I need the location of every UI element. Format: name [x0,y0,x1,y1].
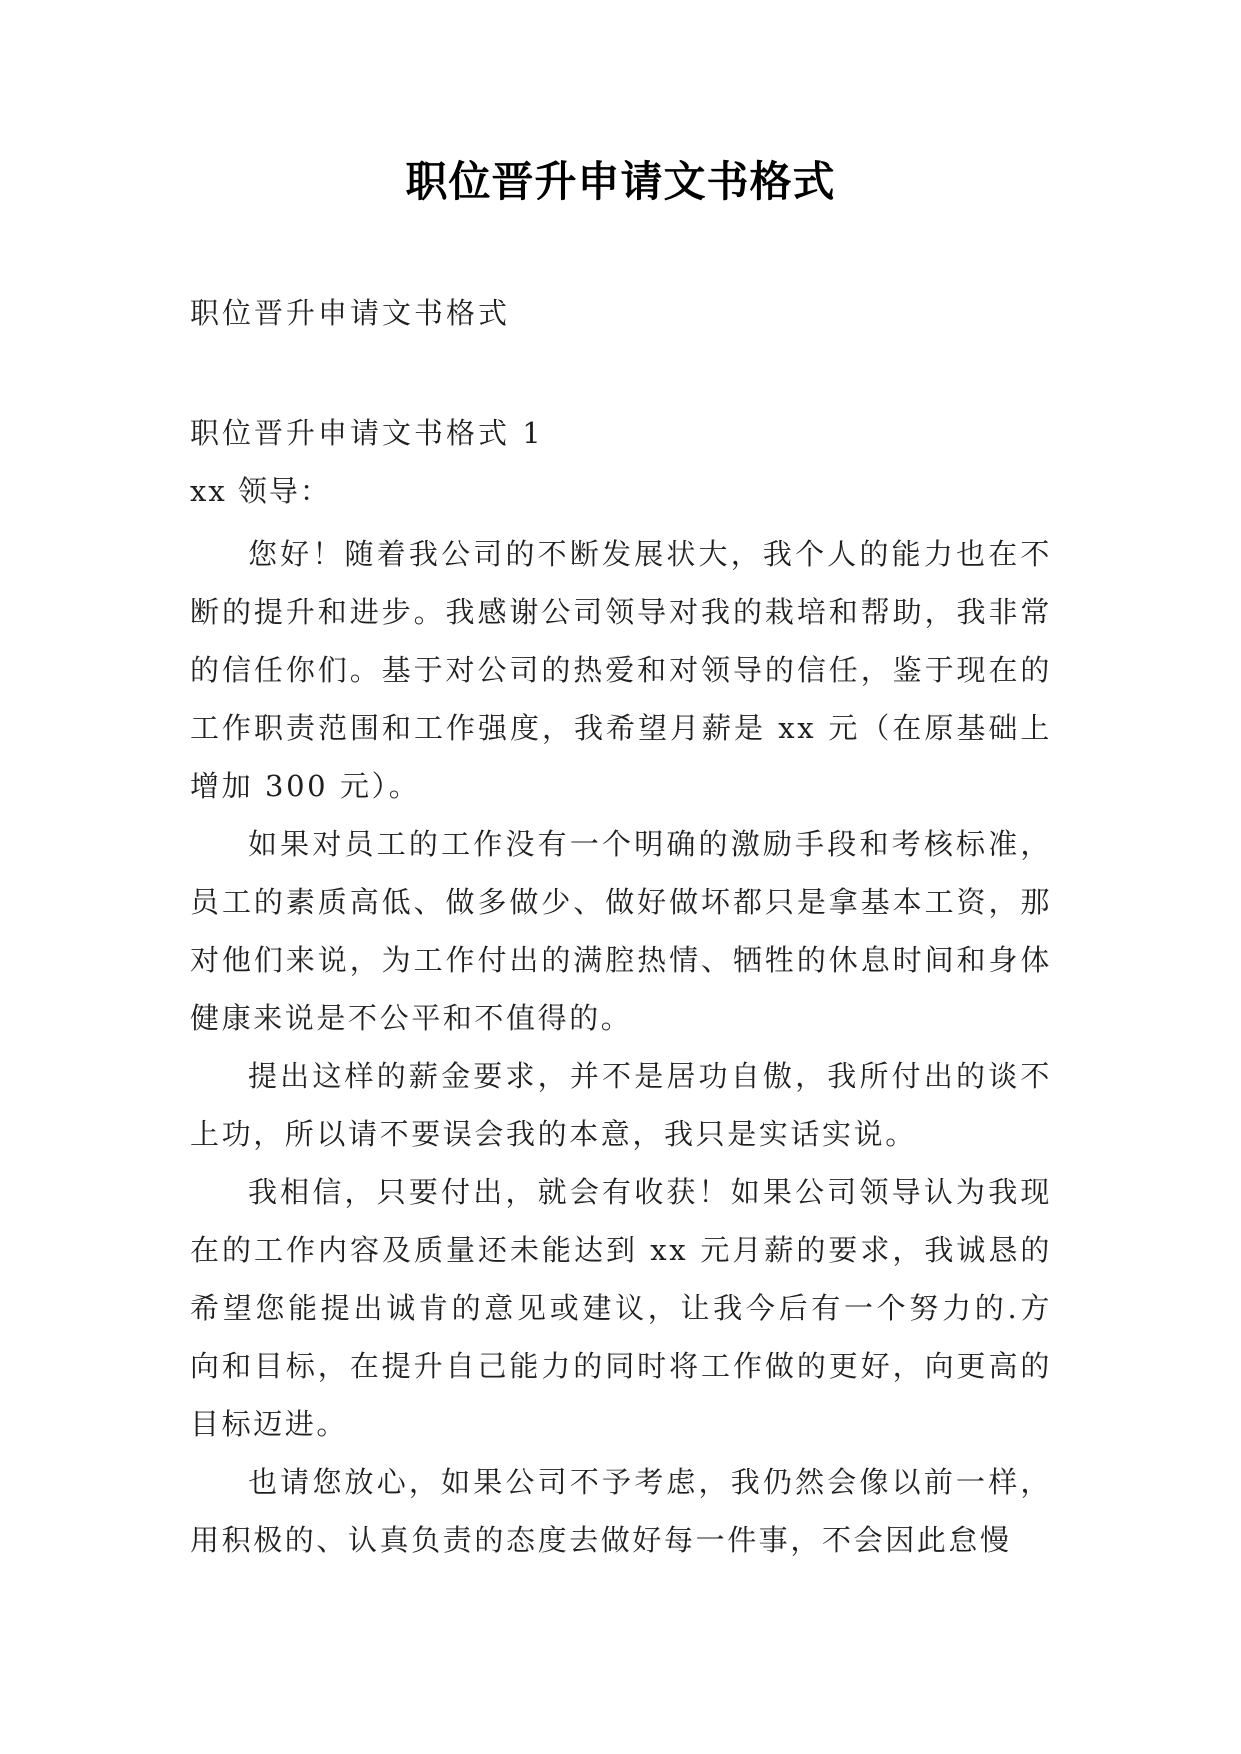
document-subtitle: 职位晋升申请文书格式 [190,296,511,330]
document-title: 职位晋升申请文书格式 [405,157,836,206]
section-heading: 职位晋升申请文书格式 1 [190,416,544,450]
paragraph-1: 您好！随着我公司的不断发展状大，我个人的能力也在不断的提升和进步。我感谢公司领导对我的栽培和帮助，我非常的信任你们。基于对公司的热爱和对领导的信任，鉴于现在的工作职责范围和工作强度，我希望月薪是 xx 元（在原基础上增加 300 元）。 [190,537,1052,803]
letter-body [190,525,1052,1569]
paragraph-5: 也请您放心，如果公司不予考虑，我仍然会像以前一样，用积极的、认真负责的态度去做好每一件事，不会因此怠慢 [190,1465,1052,1557]
paragraph-3: 提出这样的薪金要求，并不是居功自傲，我所付出的谈不上功，所以请不要误会我的本意，我只是实话实说。 [190,1059,1052,1151]
paragraph-2: 如果对员工的工作没有一个明确的激励手段和考核标准，员工的素质高低、做多做少、做好做坏都只是拿基本工资，那对他们来说，为工作付出的满腔热情、牺牲的休息时间和身体健康来说是不公平和不值得的。 [190,827,1052,1035]
paragraph-4: 我相信，只要付出，就会有收获！如果公司领导认为我现在的工作内容及质量还未能达到 xx 元月薪的要求，我诚恳的希望您能提出诚肯的意见或建议，让我今后有一个努力的.方向和目标，在提升自己能力的同时将工作做的更好，向更高的目标迈进。 [190,1175,1052,1441]
salutation: xx 领导： [190,474,331,508]
